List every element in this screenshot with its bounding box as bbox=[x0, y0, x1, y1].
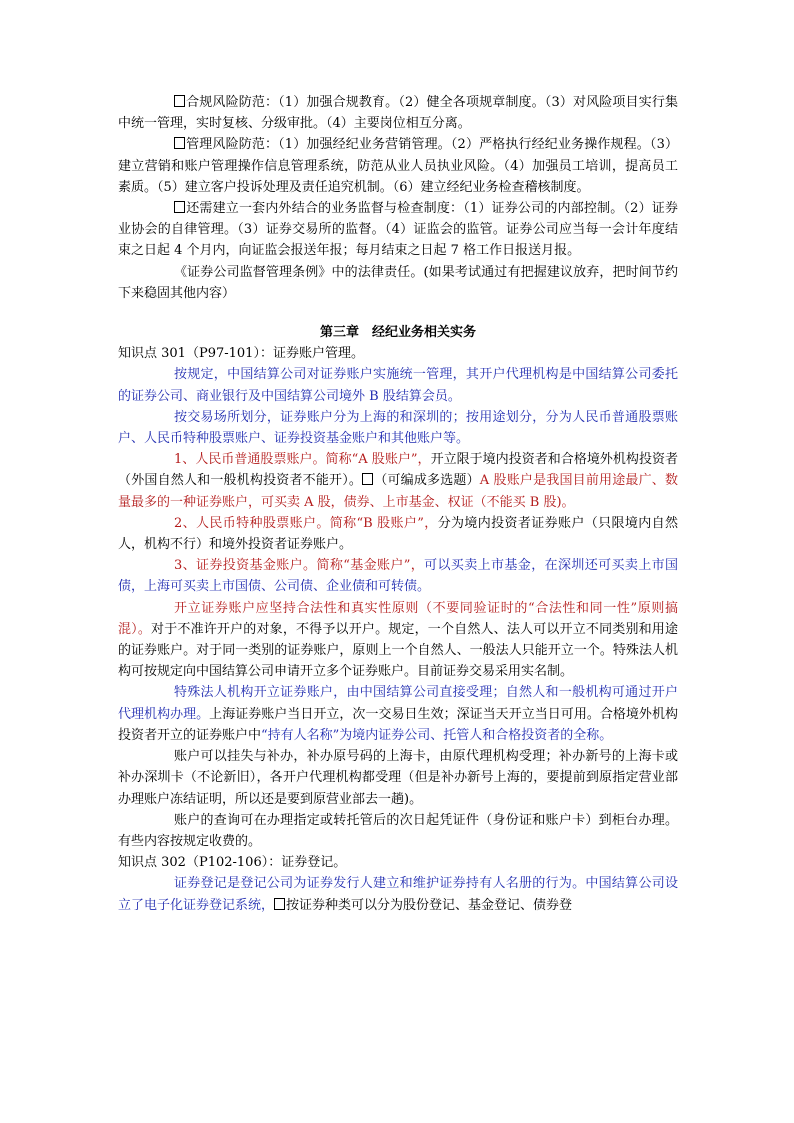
paragraph-opening-principle: 开立证券账户应坚持合法性和真实性原则（不要同验证时的“合法性和同一性”原则搞混）。对于不准许开户的对象，不得予以开户。规定，一个自然人、法人可以开立不同类别和用途的证券账户。对于同一类别的证券账户，原则上一个自然人、一般法人只能开立一个。特殊法人机构可按规定向中国结算公司申请开立多个证券账户。目前证券交易采用实名制。 bbox=[118, 600, 678, 680]
document-page bbox=[118, 92, 678, 916]
checkbox-icon bbox=[274, 898, 285, 910]
paragraph-b-share-account: 2、人民币特种股票账户。简称“B 股账户”，分为境内投资者证券账户（只限境内自然人，机构不行）和境外投资者证券账户。 bbox=[118, 515, 678, 553]
paragraph-a-share-account: 1、人民币普通股票账户。简称“A 股账户”，开立限于境内投资者和合格境外机构投资者（外国自然人和一般机构投资者不能开）。 （可编成多选题）A 股账户是我国目前用途最广、数量最多的一种证券账户，可买卖 A 股，债券、上市基金、权证（不能买 B 股)。 bbox=[118, 452, 678, 510]
paragraph-loss-reissue: 账户可以挂失与补办，补办原号码的上海卡，由原代理机构受理；补办新号的上海卡或补办深圳卡（不论新旧），各开户代理机构都受理（但是补办新号上海的，要提前到原指定营业部办理账户冻结证明，所以还是要到原营业部去一趟)。 bbox=[118, 749, 678, 807]
checkbox-icon bbox=[174, 95, 185, 107]
paragraph-management-risk: 管理风险防范：（1）加强经纪业务营销管理。（2）严格执行经纪业务操作规程。（3）建立营销和账户管理操作信息管理系统，防范从业人员执业风险。（4）加强员工培训，提高员工素质。（5）建立客户投诉处理及责任追究机制。（6）建立经纪业务检查稽核制度。 bbox=[118, 137, 678, 195]
knowledge-point-302: 知识点 302（P102-106）：证券登记。 bbox=[118, 855, 347, 871]
paragraph-account-query: 账户的查询可在办理指定或转托管后的次日起凭证件（身份证和账户卡）到柜台办理。有些内容按规定收费的。 bbox=[118, 812, 678, 849]
checkbox-icon bbox=[174, 137, 185, 149]
paragraph-special-legal-entity: 特殊法人机构开立证券账户，由中国结算公司直接受理；自然人和一般机构可通过开户代理机构办理。上海证券账户当日开立，次一交易日生效；深证当天开立当日可用。合格境外机构投资者开立的证券账户中“持有人名称”为境内证券公司、托管人和合格投资者的全称。 bbox=[118, 685, 678, 743]
paragraph-compliance-risk: 合规风险防范：（1）加强合规教育。（2）健全各项规章制度。（3）对风险项目实行集中统一管理，实时复核、分级审批。（4）主要岗位相互分离。 bbox=[118, 95, 678, 132]
knowledge-point-301: 知识点 301（P97-101）：证券账户管理。 bbox=[118, 346, 364, 362]
paragraph-supervision: 还需建立一套内外结合的业务监督与检查制度：（1）证券公司的内部控制。（2）证券业协会的自律管理。（3）证券交易所的监督。（4）证监会的监管。证券公司应当每一会计年度结束之日起 4 个月内，向证监会报送年报；每月结束之日起 7 格工作日报送月报。 bbox=[118, 201, 678, 259]
chapter-title: 第三章 经纪业务相关实务 bbox=[319, 325, 476, 341]
paragraph-account-classification: 按交易场所划分，证券账户分为上海的和深圳的；按用途划分，分为人民币普通股票账户、人民币特种股票账户、证券投资基金账户和其他账户等。 bbox=[118, 409, 678, 447]
paragraph-account-management: 按规定，中国结算公司对证券账户实施统一管理，其开户代理机构是中国结算公司委托的证券公司、商业银行及中国结算公司境外 B 股结算会员。 bbox=[118, 367, 678, 404]
paragraph-securities-registration: 证券登记是登记公司为证券发行人建立和维护证券持有人名册的行为。中国结算公司设立了电子化证券登记系统， 按证券种类可以分为股份登记、基金登记、债券登 bbox=[118, 876, 678, 913]
paragraph-legal-liability: 《证券公司监督管理条例》中的法律责任。(如果考试通过有把握建议放弃，把时间节约下来稳固其他内容） bbox=[118, 264, 678, 301]
paragraph-fund-account: 3、证券投资基金账户。简称“基金账户”，可以买卖上市基金，在深圳还可买卖上市国债，上海可买卖上市国债、公司债、企业债和可转债。 bbox=[118, 558, 678, 595]
checkbox-icon bbox=[362, 473, 373, 485]
checkbox-icon bbox=[174, 201, 185, 213]
